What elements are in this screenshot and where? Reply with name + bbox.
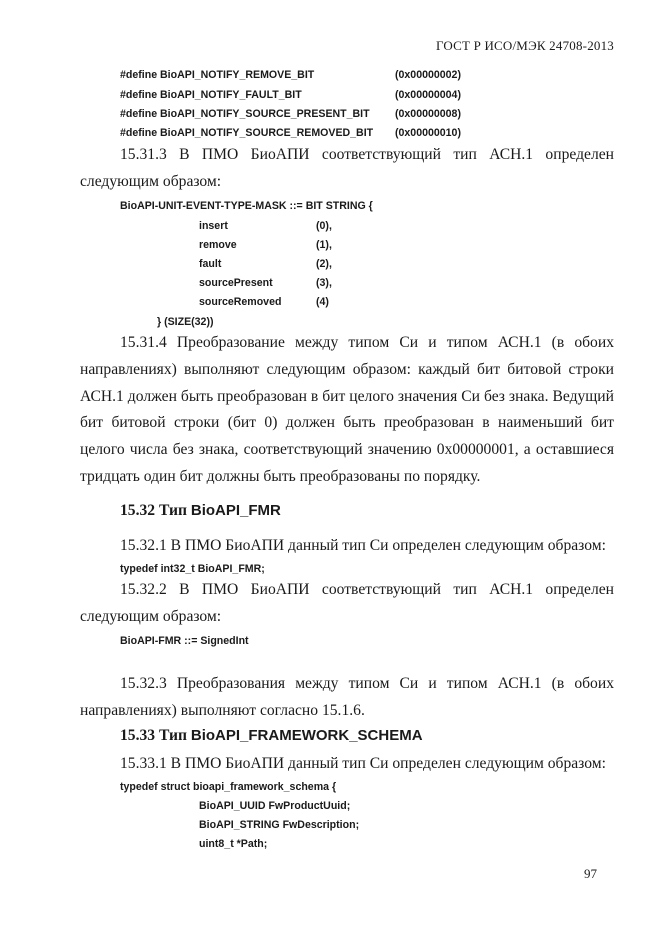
define-value: (0x00000008) bbox=[395, 108, 461, 120]
define-value: (0x00000004) bbox=[395, 89, 461, 101]
define-name: #define BioAPI_NOTIFY_SOURCE_PRESENT_BIT bbox=[120, 108, 370, 120]
paragraph-15-32-2-line: 15.32.2 В ПМО БиоАПИ соответствующий тип АСН.1 определен bbox=[120, 581, 614, 598]
asn-item-value: (0), bbox=[316, 220, 332, 232]
paragraph-15-31-4-line: АСН.1 должен быть преобразован в бит целого значения Си без знака. Ведущий bbox=[80, 388, 614, 405]
paragraph-15-32-3-line: 15.32.3 Преобразования между типом Си и типом АСН.1 (в обоих bbox=[120, 675, 614, 692]
asn-item-name: sourcePresent bbox=[199, 277, 273, 289]
asn-item-name: sourceRemoved bbox=[199, 296, 282, 308]
define-name: #define BioAPI_NOTIFY_SOURCE_REMOVED_BIT bbox=[120, 127, 374, 139]
asn-item-value: (1), bbox=[316, 239, 332, 251]
asn-item-value: (3), bbox=[316, 277, 332, 289]
paragraph-15-31-3-line: следующим образом: bbox=[80, 173, 222, 190]
section-heading-type-name: BioAPI_FRAMEWORK_SCHEMA bbox=[190, 727, 423, 744]
paragraph-15-33-1: 15.33.1 В ПМО БиоАПИ данный тип Си определен следующим образом: bbox=[120, 755, 606, 772]
paragraph-15-31-4-line: 15.31.4 Преобразование между типом Си и типом АСН.1 (в обоих bbox=[120, 334, 614, 351]
section-heading-15-32 bbox=[120, 502, 281, 520]
paragraph-15-31-4-line: бит битовой строки (бит 0) должен быть преобразован в наименьший бит bbox=[80, 414, 614, 431]
section-heading-number: 15.32 Тип bbox=[120, 502, 187, 519]
section-heading-type-name: BioAPI_FMR bbox=[190, 502, 281, 519]
code-fmr-asn: BioAPI-FMR ::= SignedInt bbox=[120, 635, 249, 647]
define-value: (0x00000002) bbox=[395, 69, 461, 81]
paragraph-15-31-4-line: тридцать один бит должны быть преобразованы по порядку. bbox=[80, 468, 481, 485]
define-value: (0x00000010) bbox=[395, 127, 461, 139]
define-name: #define BioAPI_NOTIFY_REMOVE_BIT bbox=[120, 69, 315, 81]
page-number: 97 bbox=[584, 866, 597, 881]
asn-item-name: fault bbox=[199, 258, 222, 270]
paragraph-15-31-3-line: 15.31.3 В ПМО БиоАПИ соответствующий тип АСН.1 определен bbox=[120, 146, 614, 163]
paragraph-15-31-4-line: целого числа без знака, соответствующий значению 0x00000001, а оставшиеся bbox=[80, 441, 614, 458]
asn-item-name: remove bbox=[199, 239, 237, 251]
paragraph-15-32-2-line: следующим образом: bbox=[80, 608, 222, 625]
section-heading-15-33 bbox=[120, 727, 423, 745]
define-name: #define BioAPI_NOTIFY_FAULT_BIT bbox=[120, 89, 302, 101]
code-schema-header: typedef struct bioapi_framework_schema { bbox=[120, 781, 337, 793]
asn-item-value: (4) bbox=[316, 296, 329, 308]
code-schema-field: BioAPI_STRING FwDescription; bbox=[199, 819, 360, 831]
section-heading-number: 15.33 Тип bbox=[120, 727, 187, 744]
asn-item-name: insert bbox=[199, 220, 228, 232]
asn-definition-header: BioAPI-UNIT-EVENT-TYPE-MASK ::= BIT STRING { bbox=[120, 200, 373, 212]
paragraph-15-32-3-line: направлениях) выполняют согласно 15.1.6. bbox=[80, 702, 365, 719]
asn-item-value: (2), bbox=[316, 258, 332, 270]
code-schema-field: BioAPI_UUID FwProductUuid; bbox=[199, 800, 351, 812]
paragraph-15-31-4-line: направлениях) выполняют следующим образом: каждый бит битовой строки bbox=[80, 361, 614, 378]
code-schema-field: uint8_t *Path; bbox=[199, 838, 268, 850]
paragraph-15-32-1: 15.32.1 В ПМО БиоАПИ данный тип Си определен следующим образом: bbox=[120, 537, 606, 554]
document-header: ГОСТ Р ИСО/МЭК 24708-2013 bbox=[435, 38, 614, 53]
asn-definition-footer: } (SIZE(32)) bbox=[157, 316, 214, 328]
code-fmr-c: typedef int32_t BioAPI_FMR; bbox=[120, 563, 265, 575]
